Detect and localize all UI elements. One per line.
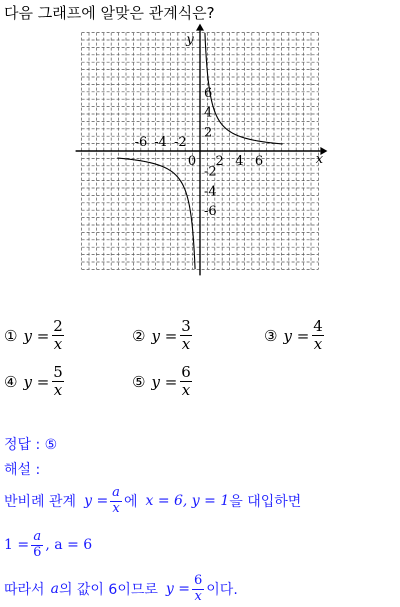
line1-mid: 에 — [123, 494, 138, 511]
choice-marker: ① — [4, 326, 18, 345]
choice-3[interactable] — [264, 318, 327, 354]
question-text: 다음 그래프에 알맞은 관계식은? — [4, 4, 215, 22]
fraction-denominator: 6 — [33, 544, 42, 560]
choice-fraction — [179, 364, 193, 400]
x-tick-label: 6 — [254, 154, 264, 169]
fraction-numerator: 4 — [313, 317, 323, 335]
answer-line — [4, 434, 57, 454]
explanation-label: 해설 : — [4, 462, 41, 478]
x-tick-label: -6 — [134, 135, 148, 150]
choice-1[interactable] — [4, 318, 67, 354]
y-axis-label: y — [186, 32, 194, 48]
choice-4[interactable] — [4, 364, 67, 400]
line2-lhs: 1 = — [4, 537, 30, 554]
y-tick-label: -6 — [204, 204, 217, 220]
fraction-numerator: 3 — [181, 317, 191, 335]
choice-lhs: y = — [23, 372, 50, 391]
origin-label: 0 — [187, 154, 197, 169]
fraction-denominator: x — [53, 381, 63, 400]
answer-label: 정답 : ⑤ — [4, 437, 58, 453]
y-axis-arrow — [196, 24, 204, 31]
line1-lhs: y = — [84, 493, 109, 510]
line1-fraction — [110, 486, 122, 517]
fraction-denominator: x — [194, 588, 202, 604]
fraction-denominator: x — [112, 500, 120, 516]
choice-lhs: y = — [151, 326, 178, 345]
fraction-numerator: 6 — [181, 363, 191, 381]
choice-fraction — [311, 318, 325, 354]
line3-prefix: 따라서 — [4, 582, 45, 599]
y-tick-label: 6 — [204, 85, 213, 101]
line3-var: a — [50, 581, 59, 598]
fraction-numerator: a — [112, 485, 120, 500]
line2-suffix: , a = 6 — [45, 537, 93, 554]
choice-fraction — [179, 318, 193, 354]
choice-marker: ③ — [264, 326, 278, 345]
choice-2[interactable] — [132, 318, 195, 354]
choice-fraction — [51, 318, 65, 354]
explanation-heading — [4, 459, 40, 479]
line3-lhs: y = — [165, 581, 190, 598]
line3-fraction — [192, 574, 204, 605]
solution-line-3 — [4, 574, 238, 605]
choice-marker: ② — [132, 326, 146, 345]
choice-fraction — [51, 364, 65, 400]
y-tick-label: -2 — [204, 164, 217, 180]
curve-branch-q3 — [117, 158, 195, 269]
x-tick-label: -2 — [173, 135, 187, 150]
y-tick-label: 4 — [204, 105, 213, 121]
line3-mid: 의 값이 6이므로 — [58, 582, 158, 599]
solution-line-1 — [4, 486, 301, 517]
line1-substitution: x = 6, y = 1 — [145, 493, 230, 510]
fraction-numerator: 6 — [193, 573, 203, 588]
fraction-denominator: x — [181, 335, 191, 354]
line1-suffix: 을 대입하면 — [229, 494, 302, 511]
solution-line-2 — [4, 530, 92, 561]
fraction-numerator: 2 — [53, 317, 63, 335]
fraction-denominator: x — [53, 335, 63, 354]
x-tick-label: 2 — [215, 154, 224, 169]
choice-lhs: y = — [151, 372, 178, 391]
choice-marker: ④ — [4, 372, 18, 391]
line3-suffix: 이다. — [206, 582, 238, 599]
x-tick-label: 4 — [235, 154, 244, 169]
choice-lhs: y = — [23, 326, 50, 345]
line2-fraction — [31, 530, 43, 561]
fraction-numerator: 5 — [53, 363, 63, 381]
x-axis-label: x — [315, 152, 324, 167]
y-tick-label: -4 — [204, 184, 217, 200]
fraction-denominator: x — [313, 335, 323, 354]
fraction-numerator: a — [33, 529, 42, 544]
x-tick-label: -4 — [154, 135, 167, 150]
fraction-denominator: x — [181, 381, 191, 400]
choice-marker: ⑤ — [132, 372, 146, 391]
graph — [80, 27, 324, 272]
choice-5[interactable] — [132, 364, 195, 400]
line1-prefix: 반비례 관계 — [4, 494, 77, 511]
graph-axes — [76, 24, 328, 276]
curve-branch-q1 — [205, 33, 283, 144]
y-tick-label: 2 — [204, 125, 213, 141]
choice-lhs: y = — [283, 326, 310, 345]
